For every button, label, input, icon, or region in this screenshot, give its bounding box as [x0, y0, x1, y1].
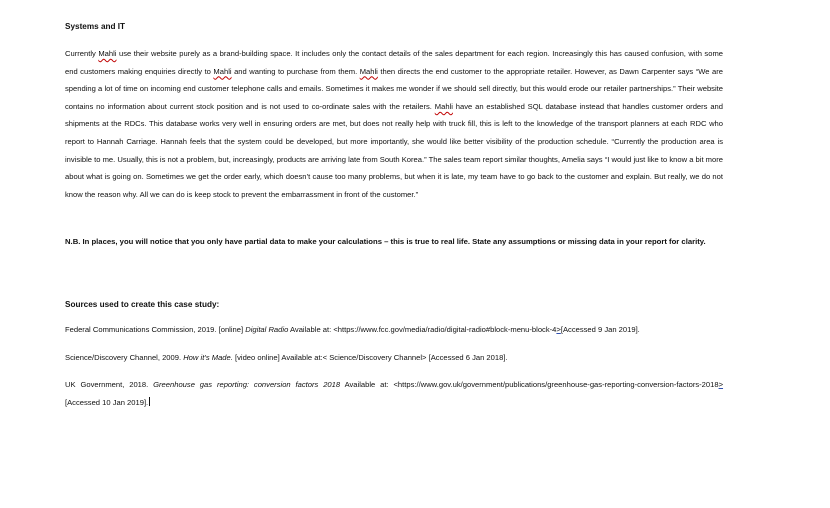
text-cursor [149, 397, 150, 406]
spellcheck-word: Mahli [213, 66, 232, 76]
spellcheck-word: Mahli [434, 101, 453, 111]
document-body[interactable] [65, 21, 723, 411]
spellcheck-word: Mahli [359, 66, 378, 76]
section-title: Systems and IT [65, 22, 126, 31]
spellcheck-word: Mahli [98, 49, 117, 58]
reference-item: Science/Discovery Channel, 2009. How it’s Made. [video online] Available at:< Science/Discovery Channel> [Accessed 6 Jan 2018]. [65, 352, 508, 362]
nb-note: N.B. In places, you will notice that you only have partial data to make your calculations – this is true to real life. State any assumptions or missing data in your report for clarity. [65, 237, 706, 247]
systems-paragraph: Currently Mahli use their website purely as a brand-building space. It includes only the contact details of the sales department for each region. Increasingly this has caused confusion, with some end customers making enquiries directly to Mahli and wanting to purchase from them. Mahli then directs the end customer to the appropriate retailer. However, as Dawn Carpenter says “We are spending a lot of time on incoming end customer telephone calls and emails. Sometimes it makes me wonder if we should sell directly, but this would erode our retailer partnerships.” Their website contains no information about current stock position and is not used to co-ordinate sales with the retailers. Mahli have an established SQL database instead that handles customer orders and shipments at the RDCs. This database works very well in ensuring orders are met, but does not really help with truck fill, this is left to the knowledge of the transport planners at each RDC who report to Hannah Carriage. Hannah feels that the system could be developed, but more importantly, she would like better visibility of the production schedule. “Currently the production area is invisible to me. Usually, this is not a problem, but, increasingly, products are arriving late from South Korea.” The sales team report similar thoughts, Amelia says “I would just like to know a bit more about what is going on. Sometimes we get the order early, which doesn’t cause too many problems, but when it is late, my team have to go back to the customer and explain. But really, we do not know the reason why. All we can do is keep stock to prevent the embarrassment in front of the customer.” [65, 49, 724, 199]
reference-item: Federal Communications Commission, 2019. [online] Digital Radio Available at: <https://www.fcc.gov/media/radio/digital-radio#block-menu-block-4>[Accessed 9 Jan 2019]. [65, 324, 640, 334]
reference-item: UK Government, 2018. Greenhouse gas reporting: conversion factors 2018 Available at: <https://www.gov.uk/government/publications/greenhouse-gas-reporting-conversion-factors-2018>[Accessed 10 Jan 2019]. [65, 380, 724, 407]
sources-heading: Sources used to create this case study: [65, 299, 220, 309]
